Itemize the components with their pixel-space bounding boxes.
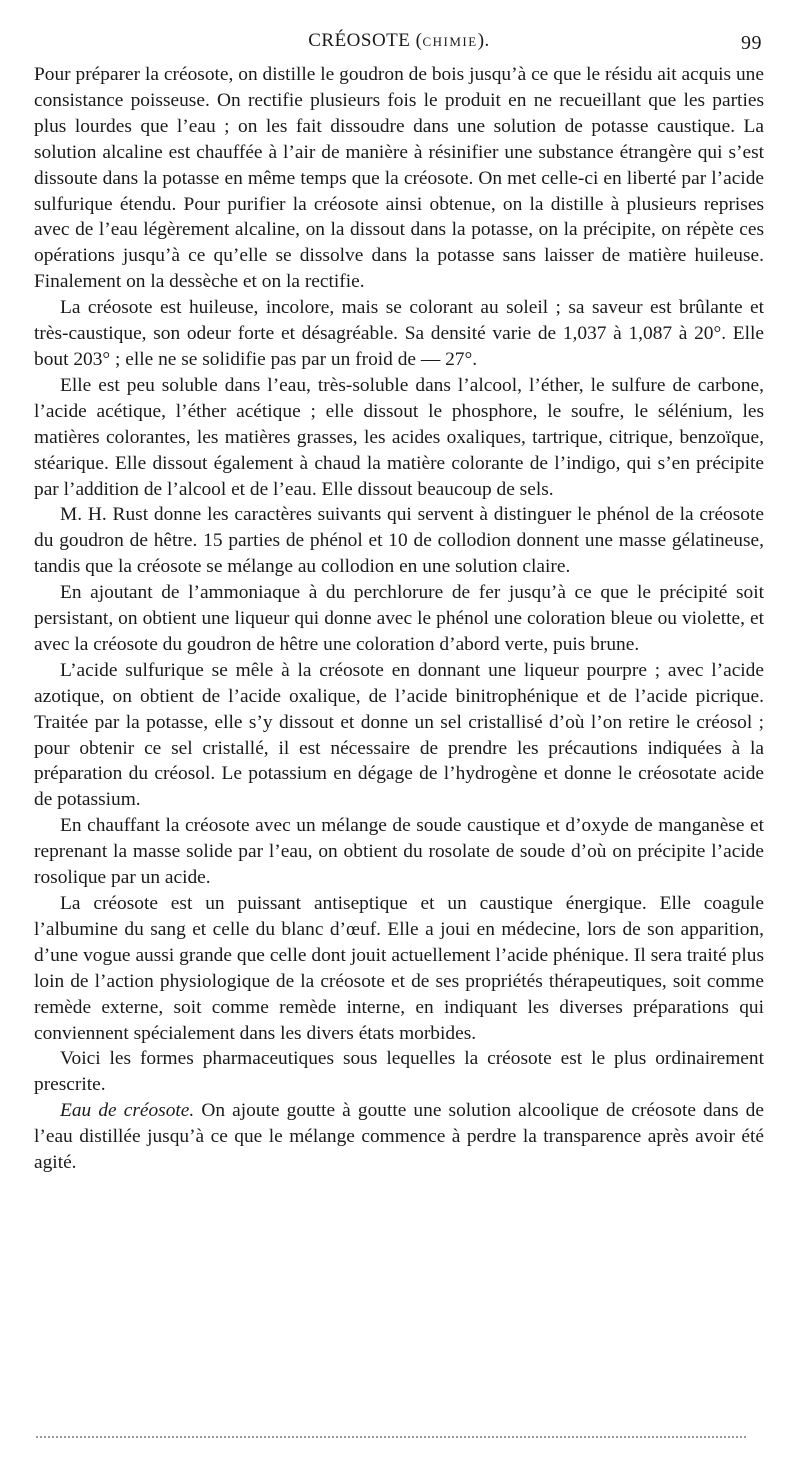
title-small-caps: CHIMIE — [422, 34, 478, 49]
document-page — [34, 30, 764, 1176]
paragraph-1: Pour préparer la créosote, on distille le goudron de bois jusqu’à ce que le résidu ait acquis une consistance poisseuse. On rectifie plusieurs fois le produit en ne recueillant que les parties plus lourdes que l’eau ; on les fait dissoudre dans une solution de potasse caustique. La solution alcaline est chauffée à l’air de manière à résinifier une substance étrangère qui s’est dissoute dans la potasse en même temps que la créosote. On met celle-ci en liberté par l’acide sulfurique étendu. Pour purifier la créosote ainsi obtenue, on la distille à plusieurs reprises avec de l’eau légèrement alcaline, on la dissout dans la potasse, on la précipite, on répète ces opérations jusqu’à ce qu’elle se dissolve dans la potasse sans laisser de matière huileuse. Finalement on la dessèche et on la rectifie. — [34, 64, 764, 293]
title-end: ). — [477, 30, 490, 51]
title-main: CRÉOSOTE ( — [308, 30, 423, 51]
footer-dotted-rule — [36, 1436, 746, 1438]
page-title — [34, 30, 764, 52]
paragraph-6: L’acide sulfurique se mêle à la créosote en donnant une liqueur pourpre ; avec l’acide azotique, on obtient de l’acide oxalique, de l’acide binitrophénique et de l’acide picrique. Traitée par la potasse, elle s’y dissout et donne un sel cristallisé d’où l’on retire le créosol ; pour obtenir ce sel cristallé, il est nécessaire de prendre les précautions indiquées à la préparation du créosol. Le potassium en dégage de l’hydrogène et donne le créosotate acide de potassium. — [34, 659, 764, 811]
paragraph-10-text: On ajoute goutte à goutte une solution alcoolique de créosote dans de l’eau distillée jusqu’à ce que le mélange commence à perdre la transparence après avoir été agité. — [34, 1100, 764, 1174]
paragraph-5: En ajoutant de l’ammoniaque à du perchlorure de fer jusqu’à ce que le précipité soit persistant, on obtient une liqueur qui donne avec le phénol une coloration bleue ou violette, et avec la créosote du goudron de hêtre une coloration d’abord verte, puis brune. — [34, 582, 764, 655]
body-text — [34, 62, 764, 1176]
running-head — [34, 30, 764, 62]
paragraph-8: La créosote est un puissant antiseptique et un caustique énergique. Elle coagule l’albumine du sang et celle du blanc d’œuf. Elle a joui en médecine, lors de son apparition, d’une vogue aussi grande que celle dont jouit actuellement l’acide phénique. Il sera traité plus loin de l’action physiologique de la créosote et de ses propriétés thérapeutiques, soit comme remède externe, soit comme remède interne, en indiquant les diverses préparations qui conviennent spécialement dans les divers états morbides. — [34, 893, 764, 1044]
paragraph-4: M. H. Rust donne les caractères suivants qui servent à distinguer le phénol de la créosote du goudron de hêtre. 15 parties de phénol et 10 de collodion donnent une masse gélatineuse, tandis que la créosote se mélange au collodion en une solution claire. — [34, 504, 764, 578]
paragraph-2: La créosote est huileuse, incolore, mais se colorant au soleil ; sa saveur est brûlante et très-caustique, son odeur forte et désagréable. Sa densité varie de 1,037 à 1,087 à 20°. Elle bout 203° ; elle ne se solidifie pas par un froid de — 27°. — [34, 297, 764, 370]
paragraph-7: En chauffant la créosote avec un mélange de soude caustique et d’oxyde de manganèse et reprenant la masse solide par l’eau, on obtient du rosolate de soude d’où on précipite l’acide rosolique par un acide. — [34, 815, 764, 889]
paragraph-3: Elle est peu soluble dans l’eau, très-soluble dans l’alcool, l’éther, le sulfure de carbone, l’acide acétique, l’éther acétique ; elle dissout le phosphore, le soufre, le sélénium, les matières colorantes, les matières grasses, les acides oxaliques, tartrique, citrique, benzoïque, stéarique. Elle dissout également à chaud la matière colorante de l’indigo, qui s’en précipite par l’addition de l’alcool et de l’eau. Elle dissout beaucoup de sels. — [34, 374, 764, 500]
page-number: 99 — [741, 32, 762, 54]
paragraph-9: Voici les formes pharmaceutiques sous lequelles la créosote est le plus ordinairement prescrite. — [34, 1048, 764, 1096]
paragraph-10 — [34, 1098, 764, 1176]
italic-lead: Eau de créosote. — [60, 1100, 195, 1122]
